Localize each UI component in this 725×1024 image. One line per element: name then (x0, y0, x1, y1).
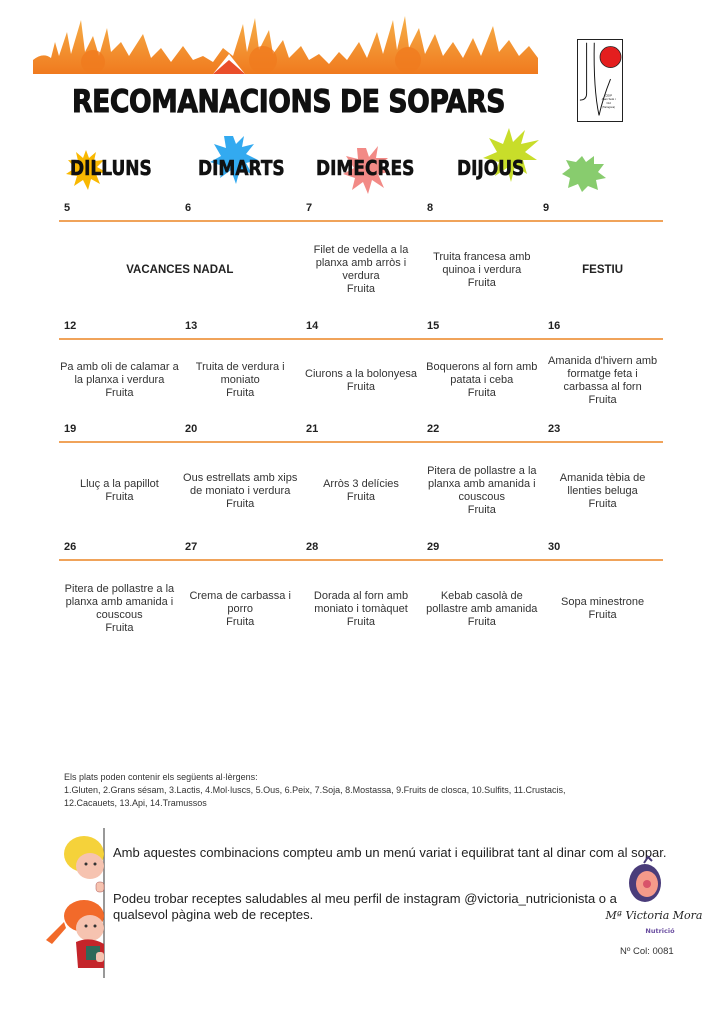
footer-message-instagram: Podeu trobar receptes saludables al meu perfil de instagram @victoria_nutricionista o a qualsevol pàgina web de receptes. (113, 891, 617, 922)
date-label: 14 (306, 320, 319, 332)
menu-cell (542, 222, 663, 318)
nutritionist-name: Mª Victoria Mora (605, 909, 703, 922)
date-label: 7 (306, 202, 313, 214)
dish-text: Lluç a la papillot (79, 478, 159, 490)
collegiate-number: Nº Col: 0081 (620, 946, 674, 957)
menu-cell (542, 443, 663, 539)
date-label: 19 (64, 423, 77, 435)
day-label-monday: DILLUNS (70, 156, 152, 180)
date-label: 22 (427, 423, 440, 435)
date-label: 29 (427, 541, 440, 553)
date-label: 16 (548, 320, 561, 332)
holiday-label: FESTIU (582, 263, 624, 276)
dessert-text: Fruita (105, 622, 134, 634)
kids-illustration (42, 828, 112, 978)
dish-text: Crema de carbassa i porro (189, 589, 291, 615)
date-label: 28 (306, 541, 319, 553)
day-label-wednesday: DIMECRES (316, 156, 415, 180)
dessert-text: Fruita (226, 497, 255, 510)
menu-cell (421, 340, 542, 421)
menu-cell (301, 561, 422, 657)
week-row (59, 318, 663, 421)
dish-text: Pitera de pollastre a la planxa amb amanida i couscous (64, 583, 175, 621)
menu-cell (542, 561, 663, 657)
dish-text: Truita francesa amb quinoa i verdura (433, 250, 531, 276)
allergens-note (64, 771, 664, 810)
week-cells (59, 443, 663, 539)
dessert-text: Fruita (467, 387, 496, 399)
menu-cell (59, 443, 180, 539)
dessert-text: Fruita (588, 609, 617, 621)
week-row (59, 539, 663, 657)
date-label: 27 (185, 541, 198, 553)
dish-text: Ciurons a la bolonyesa (305, 367, 417, 380)
dessert-text: Fruita (467, 504, 496, 516)
date-label: 13 (185, 320, 198, 332)
dish-text: Sopa minestrone (561, 596, 645, 608)
svg-text:(Tarragona): (Tarragona) (602, 105, 615, 109)
date-label: 30 (548, 541, 561, 553)
nutritionist-subtitle: Nutrició (645, 927, 675, 935)
date-label: 23 (548, 423, 561, 435)
school-logo (577, 39, 623, 122)
dessert-text: Fruita (226, 615, 255, 628)
dish-text: Ous estrellats amb xips de moniato i verdura (183, 471, 298, 497)
svg-text:CEIP: CEIP (605, 93, 613, 98)
dessert-text: Fruita (346, 615, 376, 628)
week-cells (59, 340, 663, 421)
day-header-thursday (457, 152, 557, 192)
dish-text: Arròs 3 delícies (323, 478, 399, 490)
page-title: RECOMANACIONS DE SOPARS (72, 84, 506, 120)
day-header-monday (70, 152, 170, 192)
date-label: 8 (427, 202, 434, 214)
menu-cell (421, 222, 542, 318)
menu-cell (301, 222, 422, 318)
date-label: 5 (64, 202, 71, 214)
date-label: 20 (185, 423, 198, 435)
menu-cell (180, 561, 301, 657)
day-header-wednesday (316, 152, 416, 192)
date-label: 15 (427, 320, 440, 332)
header-banner (33, 12, 538, 74)
dessert-text: Fruita (226, 387, 255, 399)
menu-cell (59, 340, 180, 421)
dessert-text: Fruita (467, 276, 496, 289)
menu-cell (542, 340, 663, 421)
dish-text: Filet de vedella a la planxa amb arròs i verdura (313, 244, 409, 282)
dessert-text: Fruita (588, 393, 617, 406)
holiday-label: VACANCES NADAL (126, 263, 234, 276)
footer-message-combinations: Amb aquestes combinacions compteu amb un menú variat i equilibrat tant al dinar com al sopar. (113, 845, 667, 860)
dish-text: Truita de verdura i moniato (195, 361, 285, 386)
dish-text: Amanida d'hivern amb formatge feta i carbassa al forn (548, 354, 658, 393)
menu-cell (180, 340, 301, 421)
date-label: 21 (306, 423, 319, 435)
date-label: 12 (64, 320, 77, 332)
week-dates (59, 200, 663, 220)
dessert-text: Fruita (346, 491, 376, 503)
dessert-text: Fruita (105, 491, 134, 503)
green-splash-icon (560, 152, 608, 194)
week-cells (59, 222, 663, 318)
menu-cell (301, 340, 422, 421)
menu-cell (421, 443, 542, 539)
menu-cell (421, 561, 542, 657)
dessert-text: Fruita (346, 380, 376, 393)
allergens-list: 12.Cacauets, 13.Api, 14.Tramussos (64, 798, 207, 808)
dish-text: Amanida tèbia de llenties beluga (559, 471, 646, 497)
week-dates (59, 421, 663, 441)
dessert-text: Fruita (346, 283, 376, 295)
week-row (59, 421, 663, 539)
svg-text:Cid: Cid (606, 100, 611, 105)
week-dates (59, 539, 663, 559)
allergens-list: 1.Gluten, 2.Grans sésam, 3.Lactis, 4.Mol·luscs, 5.Ous, 6.Peix, 7.Soja, 8.Mostassa, 9.Fruits de closca, 10.Sulfits, 11.Crustacis, (64, 785, 566, 795)
menu-cell (59, 222, 301, 318)
week-row (59, 200, 663, 318)
dish-text: Pitera de pollastre a la planxa amb amanida i couscous (427, 465, 537, 503)
dessert-text: Fruita (467, 615, 496, 628)
dessert-text: Fruita (105, 387, 134, 399)
date-label: 9 (543, 202, 550, 214)
menu-cell (59, 561, 180, 657)
day-header-friday (560, 152, 620, 192)
svg-text:Joan Solé i: Joan Solé i (601, 97, 616, 102)
dessert-text: Fruita (588, 497, 617, 510)
date-label: 26 (64, 541, 77, 553)
day-label-tuesday: DIMARTS (198, 156, 285, 180)
week-dates (59, 318, 663, 338)
dish-text: Boquerons al forn amb patata i ceba (426, 361, 538, 386)
nutritionist-logo (605, 857, 703, 939)
day-header-tuesday (198, 152, 298, 192)
dish-text: Pa amb oli de calamar a la planxa i verdura (60, 361, 179, 386)
dish-text: Kebab casolà de pollastre amb amanida (426, 589, 538, 615)
day-label-thursday: DIJOUS (457, 156, 525, 180)
dish-text: Dorada al forn amb moniato i tomàquet (313, 589, 409, 615)
week-cells (59, 561, 663, 657)
allergens-intro: Els plats poden contenir els següents al·lèrgens: (64, 772, 258, 782)
menu-cell (301, 443, 422, 539)
date-label: 6 (185, 202, 192, 214)
menu-cell (180, 443, 301, 539)
menu-calendar (59, 200, 663, 657)
